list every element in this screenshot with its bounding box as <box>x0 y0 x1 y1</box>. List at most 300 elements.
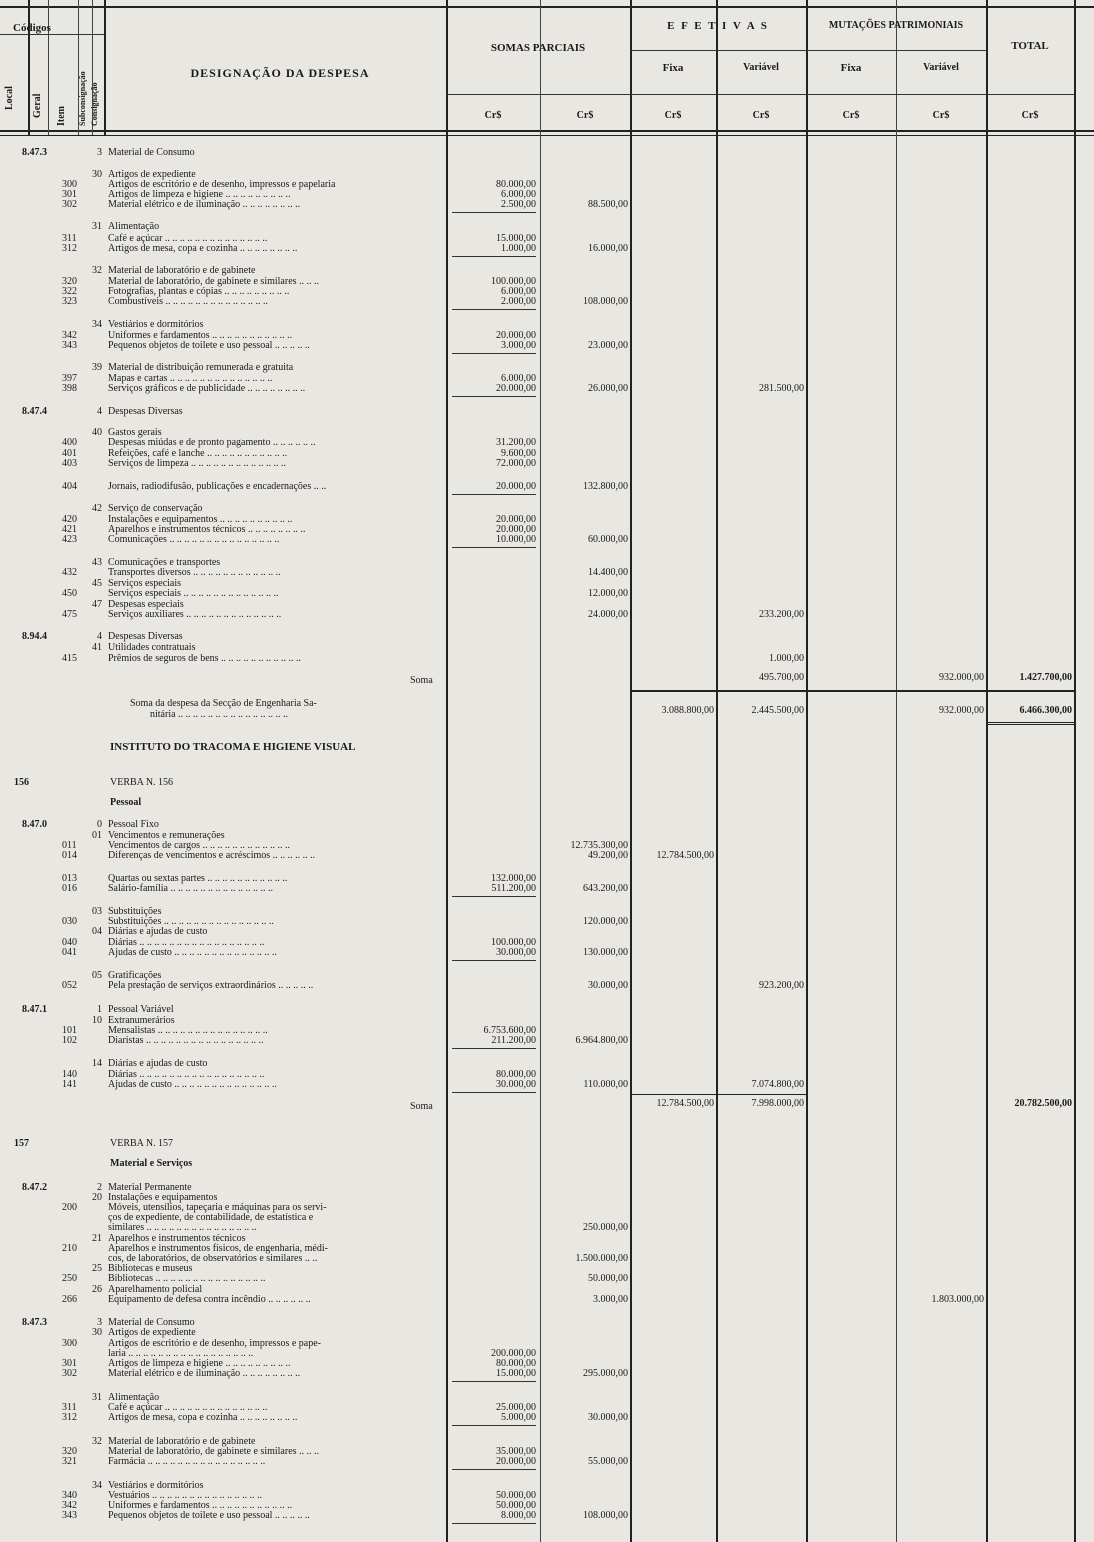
row-code: 300 <box>62 179 77 190</box>
row-code: 432 <box>62 567 77 578</box>
row-efetivas-variavel: 233.200,00 <box>759 609 804 620</box>
row-soma-parcial-2: 3.000,00 <box>593 1294 628 1305</box>
row-soma-parcial-1: 511.200,00 <box>491 883 536 894</box>
row-description: Material de laboratório e de gabinete <box>108 1436 256 1447</box>
row-efetivas-fixa: 12.784.500,00 <box>656 850 714 861</box>
row-description: Móveis, utensílios, tapeçaria e máquinas para os servi- <box>108 1202 327 1213</box>
row-soma-parcial-1: 2.500,00 <box>501 199 536 210</box>
row-description: Quartas ou sextas partes .. .. .. .. .. .. .. .. .. .. .. <box>108 873 288 884</box>
row-code: 030 <box>62 916 77 927</box>
row-description: Artigos de escritório e de desenho, impressos e papelaria <box>108 179 336 190</box>
row-subconsignacao: 30 <box>92 169 102 180</box>
row-code: 343 <box>62 340 77 351</box>
col-rule-consig <box>104 0 106 135</box>
row-code: 321 <box>62 1456 77 1467</box>
subtotal-rule <box>452 396 536 397</box>
soma-seccao-total: 6.466.300,00 <box>1019 705 1072 716</box>
row-soma-parcial-2: 108.000,00 <box>583 1510 628 1521</box>
header-efetivas: E F E T I V A S <box>667 20 769 32</box>
row-soma-parcial-1: 20.000,00 <box>496 481 536 492</box>
row-description: Artigos de escritório e de desenho, impressos e pape- <box>108 1338 321 1349</box>
row-code: 302 <box>62 1368 77 1379</box>
row-code: 014 <box>62 850 77 861</box>
row-code: 013 <box>62 873 77 884</box>
row-description: Pessoal Fixo <box>108 819 159 830</box>
row-soma-parcial-1: 100.000,00 <box>491 276 536 287</box>
row-description: Despesas especiais <box>108 599 184 610</box>
row-subconsignacao: 26 <box>92 1284 102 1295</box>
row-description: Aparelhamento policial <box>108 1284 203 1295</box>
soma-1-total: 1.427.700,00 <box>1019 672 1072 683</box>
row-description: Farmácia .. .. .. .. .. .. .. .. .. .. .. .. .. .. .. .. <box>108 1456 266 1467</box>
row-description: Gratificações <box>108 970 162 981</box>
row-description: Café e açúcar .. .. .. .. .. .. .. .. .. .. .. .. .. .. <box>108 233 268 244</box>
row-soma-parcial-1: 20.000,00 <box>496 383 536 394</box>
row-code: 343 <box>62 1510 77 1521</box>
header-item: Item <box>56 106 67 126</box>
row-soma-parcial-1: 80.000,00 <box>496 1069 536 1080</box>
row-subconsignacao: 14 <box>92 1058 102 1069</box>
row-subconsignacao: 4 <box>97 406 102 417</box>
row-soma-parcial-1: 1.000,00 <box>501 243 536 254</box>
subtotal-rule <box>452 1048 536 1049</box>
row-code: 8.47.0 <box>22 819 47 830</box>
row-description: Substituições <box>108 906 162 917</box>
row-description: Artigos de mesa, copa e cozinha .. .. .. .. .. .. .. .. <box>108 243 298 254</box>
soma-seccao-mutacoes-variavel: 932.000,00 <box>939 705 984 716</box>
row-soma-parcial-1: 30.000,00 <box>496 947 536 958</box>
row-soma-parcial-2: 643.200,00 <box>583 883 628 894</box>
header-geral: Geral <box>32 93 43 118</box>
row-subconsignacao: 32 <box>92 1436 102 1447</box>
row-description: Vestiários e dormitórios <box>108 319 204 330</box>
soma-2-total: 20.782.500,00 <box>1014 1098 1072 1109</box>
row-description: Aparelhos e instrumentos técnicos <box>108 1233 246 1244</box>
row-soma-parcial-2: 30.000,00 <box>588 980 628 991</box>
row-code: 8.47.3 <box>22 1317 47 1328</box>
row-description: Equipamento de defesa contra incêndio .. .. .. .. .. .. <box>108 1294 311 1305</box>
row-soma-parcial-1: 10.000,00 <box>496 534 536 545</box>
row-subconsignacao: 3 <box>97 147 102 158</box>
row-subconsignacao: 2 <box>97 1182 102 1193</box>
soma-1-rule <box>630 690 1074 692</box>
row-code: 8.47.1 <box>22 1004 47 1015</box>
row-code: 423 <box>62 534 77 545</box>
row-soma-parcial-1: 15.000,00 <box>496 233 536 244</box>
row-soma-parcial-1: 6.000,00 <box>501 373 536 384</box>
row-description: Material elétrico e de iluminação .. .. .. .. .. .. .. .. <box>108 199 301 210</box>
row-soma-parcial-1: 80.000,00 <box>496 1358 536 1369</box>
row-description: Uniformes e fardamentos .. .. .. .. .. .. .. .. .. .. .. <box>108 330 293 341</box>
row-code: 415 <box>62 653 77 664</box>
header-cr-6: Cr$ <box>932 110 950 121</box>
col-rule-mvar <box>986 0 988 1542</box>
subtotal-rule <box>452 960 536 961</box>
soma-2-efetivas-variavel: 7.998.000,00 <box>751 1098 804 1109</box>
row-subconsignacao: 30 <box>92 1327 102 1338</box>
row-soma-parcial-1: 20.000,00 <box>496 330 536 341</box>
subtotal-rule <box>452 1092 536 1093</box>
row-description: Serviços auxiliares .. .. .. .. .. .. .. .. .. .. .. .. .. <box>108 609 282 620</box>
row-soma-parcial-2: 12.735.300,00 <box>570 840 628 851</box>
row-description: Bibliotecas e museus <box>108 1263 193 1274</box>
row-code: 8.47.3 <box>22 147 47 158</box>
row-description: Refeições, café e lanche .. .. .. .. .. .. .. .. .. .. .. <box>108 448 288 459</box>
row-description: Serviço de conservação <box>108 503 203 514</box>
row-description: Transportes diversos .. .. .. .. .. .. .. .. .. .. .. .. <box>108 567 281 578</box>
row-soma-parcial-2: 16.000,00 <box>588 243 628 254</box>
header-fixa: Fixa <box>662 62 684 74</box>
row-description: Utilidades contratuais <box>108 642 196 653</box>
row-soma-parcial-1: 132.000,00 <box>491 873 536 884</box>
row-code: 301 <box>62 189 77 200</box>
header-cr-2: Cr$ <box>576 110 594 121</box>
row-soma-parcial-2: 132.800,00 <box>583 481 628 492</box>
subtotal-rule <box>452 1381 536 1382</box>
row-subconsignacao: 0 <box>97 819 102 830</box>
row-description: laria .. .. .. .. .. .. .. .. .. .. .. .. .. .. .. .. .. <box>108 1348 254 1359</box>
row-subconsignacao: 34 <box>92 319 102 330</box>
row-code: 320 <box>62 1446 77 1457</box>
row-soma-parcial-2: 24.000,00 <box>588 609 628 620</box>
row-code: 421 <box>62 524 77 535</box>
row-subconsignacao: 21 <box>92 1233 102 1244</box>
header-fixa-mut: Fixa <box>840 62 862 74</box>
row-code: 320 <box>62 276 77 287</box>
row-description: Material de Consumo <box>108 1317 195 1328</box>
soma-seccao-efetivas-variavel: 2.445.500,00 <box>751 705 804 716</box>
row-soma-parcial-1: 3.000,00 <box>501 340 536 351</box>
row-subconsignacao: 39 <box>92 362 102 373</box>
row-description: Material de laboratório e de gabinete <box>108 265 256 276</box>
row-description: Café e açúcar .. .. .. .. .. .. .. .. .. .. .. .. .. .. <box>108 1402 268 1413</box>
row-soma-parcial-1: 20.000,00 <box>496 1456 536 1467</box>
row-subconsignacao: 43 <box>92 557 102 568</box>
row-soma-parcial-2: 130.000,00 <box>583 947 628 958</box>
row-description: Alimentação <box>108 221 160 232</box>
codigos-rule <box>0 34 104 35</box>
row-subconsignacao: 05 <box>92 970 102 981</box>
row-code: 342 <box>62 1500 77 1511</box>
row-description: Instalações e equipamentos <box>108 1192 218 1203</box>
row-soma-parcial-2: 1.500.000,00 <box>575 1253 628 1264</box>
row-subconsignacao: 47 <box>92 599 102 610</box>
row-code: 011 <box>62 840 77 851</box>
soma-seccao-efetivas-fixa: 3.088.800,00 <box>661 705 714 716</box>
verba-157-number: 157 <box>14 1138 29 1149</box>
row-subconsignacao: 4 <box>97 631 102 642</box>
row-description: Uniformes e fardamentos .. .. .. .. .. .. .. .. .. .. .. <box>108 1500 293 1511</box>
row-soma-parcial-1: 9.600,00 <box>501 448 536 459</box>
row-description: similares .. .. .. .. .. .. .. .. .. .. .. .. .. .. .. <box>108 1222 257 1233</box>
header-local: Local <box>4 86 15 110</box>
row-code: 8.94.4 <box>22 631 47 642</box>
col-rule-local <box>28 0 30 135</box>
top-rule <box>0 6 1094 8</box>
subtotal-rule <box>452 547 536 548</box>
soma-seccao-line1: Soma da despesa da Secção de Engenharia Sa- <box>130 698 317 709</box>
row-description: Serviços especiais .. .. .. .. .. .. .. .. .. .. .. .. .. <box>108 588 279 599</box>
row-code: 266 <box>62 1294 77 1305</box>
row-soma-parcial-2: 12.000,00 <box>588 588 628 599</box>
row-subconsignacao: 34 <box>92 1480 102 1491</box>
subtotal-rule <box>452 212 536 213</box>
row-soma-parcial-2: 49.200,00 <box>588 850 628 861</box>
verba-157-label: VERBA N. 157 <box>110 1138 174 1149</box>
subtotal-rule <box>452 1425 536 1426</box>
row-subconsignacao: 31 <box>92 1392 102 1403</box>
row-subconsignacao: 31 <box>92 221 102 232</box>
soma-1-label: Soma <box>410 675 433 686</box>
row-soma-parcial-2: 30.000,00 <box>588 1412 628 1423</box>
row-code: 400 <box>62 437 77 448</box>
subtotal-rule <box>452 1469 536 1470</box>
soma-1-mutacoes-variavel: 932.000,00 <box>939 672 984 683</box>
row-code: 323 <box>62 296 77 307</box>
row-description: Aparelhos e instrumentos físicos, de engenharia, médi- <box>108 1243 328 1254</box>
row-description: Mapas e cartas .. .. .. .. .. .. .. .. .. .. .. .. .. .. <box>108 373 273 384</box>
row-description: Pela prestação de serviços extraordinários .. .. .. .. .. <box>108 980 314 991</box>
row-soma-parcial-1: 6.753.600,00 <box>483 1025 536 1036</box>
row-code: 401 <box>62 448 77 459</box>
row-soma-parcial-1: 15.000,00 <box>496 1368 536 1379</box>
row-soma-parcial-1: 20.000,00 <box>496 524 536 535</box>
header-somas-parciais: SOMAS PARCIAIS <box>490 42 586 54</box>
pessoal-heading: Pessoal <box>110 797 142 808</box>
row-description: Combustíveis .. .. .. .. .. .. .. .. .. .. .. .. .. .. <box>108 296 269 307</box>
soma-seccao-rule <box>986 722 1074 725</box>
row-code: 041 <box>62 947 77 958</box>
row-soma-parcial-1: 6.000,00 <box>501 286 536 297</box>
header-consignacao: Consignação <box>90 82 99 126</box>
row-soma-parcial-1: 35.000,00 <box>496 1446 536 1457</box>
row-description: Ajudas de custo .. .. .. .. .. .. .. .. .. .. .. .. .. .. <box>108 947 277 958</box>
row-description: Diárias e ajudas de custo <box>108 1058 208 1069</box>
header-mutacoes: MUTAÇÕES PATRIMONIAIS <box>828 20 964 31</box>
header-codigos: Códigos <box>13 22 51 34</box>
row-soma-parcial-2: 23.000,00 <box>588 340 628 351</box>
row-mutacoes-variavel: 1.803.000,00 <box>931 1294 984 1305</box>
material-servicos-heading: Material e Serviços <box>110 1158 193 1169</box>
row-soma-parcial-2: 14.400,00 <box>588 567 628 578</box>
row-efetivas-variavel: 281.500,00 <box>759 383 804 394</box>
row-description: Artigos de expediente <box>108 169 196 180</box>
efetivas-subrule <box>630 50 986 51</box>
row-soma-parcial-2: 6.964.800,00 <box>575 1035 628 1046</box>
row-efetivas-variavel: 7.074.800,00 <box>751 1079 804 1090</box>
row-description: Material Permanente <box>108 1182 192 1193</box>
row-soma-parcial-1: 5.000,00 <box>501 1412 536 1423</box>
row-code: 101 <box>62 1025 77 1036</box>
row-description: Pequenos objetos de toilete e uso pessoal .. .. .. .. .. <box>108 1510 310 1521</box>
row-description: Diárias .. .. .. .. .. .. .. .. .. .. .. .. .. .. .. .. .. <box>108 1069 265 1080</box>
header-variavel-mut: Variável <box>923 62 959 73</box>
row-description: Despesas Diversas <box>108 406 183 417</box>
row-code: 403 <box>62 458 77 469</box>
verba-156-label: VERBA N. 156 <box>110 777 174 788</box>
row-code: 302 <box>62 199 77 210</box>
row-subconsignacao: 3 <box>97 1317 102 1328</box>
row-description: Despesas Diversas <box>108 631 183 642</box>
row-code: 102 <box>62 1035 77 1046</box>
subtotal-rule <box>452 1523 536 1524</box>
row-description: Diárias .. .. .. .. .. .. .. .. .. .. .. .. .. .. .. .. .. <box>108 937 265 948</box>
header-bottom-rule <box>0 130 1094 132</box>
subtotal-rule <box>452 309 536 310</box>
row-code: 300 <box>62 1338 77 1349</box>
row-description: Aparelhos e instrumentos técnicos .. .. .. .. .. .. .. .. <box>108 524 306 535</box>
row-efetivas-variavel: 923.200,00 <box>759 980 804 991</box>
row-description: Pequenos objetos de toilete e uso pessoal .. .. .. .. .. <box>108 340 310 351</box>
header-variavel: Variável <box>743 62 779 73</box>
row-code: 322 <box>62 286 77 297</box>
row-code: 311 <box>62 233 77 244</box>
row-description: Artigos de mesa, copa e cozinha .. .. .. .. .. .. .. .. <box>108 1412 298 1423</box>
row-description: Serviços de limpeza .. .. .. .. .. .. .. .. .. .. .. .. .. <box>108 458 287 469</box>
subtotal-rule <box>452 353 536 354</box>
row-description: Material de laboratório, de gabinete e similares .. .. .. <box>108 276 320 287</box>
row-soma-parcial-1: 50.000,00 <box>496 1490 536 1501</box>
row-subconsignacao: 10 <box>92 1015 102 1026</box>
soma-seccao-line2: nitária .. .. .. .. .. .. .. .. .. .. .. .. .. .. .. <box>150 709 289 720</box>
row-soma-parcial-1: 72.000,00 <box>496 458 536 469</box>
row-code: 8.47.4 <box>22 406 47 417</box>
row-code: 404 <box>62 481 77 492</box>
row-description: Diaristas .. .. .. .. .. .. .. .. .. .. .. .. .. .. .. .. <box>108 1035 264 1046</box>
row-subconsignacao: 32 <box>92 265 102 276</box>
row-description: Serviços gráficos e de publicidade .. .. .. .. .. .. .. .. <box>108 383 306 394</box>
row-soma-parcial-1: 30.000,00 <box>496 1079 536 1090</box>
col-rule-total <box>1074 0 1076 1542</box>
row-code: 140 <box>62 1069 77 1080</box>
row-soma-parcial-1: 50.000,00 <box>496 1500 536 1511</box>
instituto-heading: INSTITUTO DO TRACOMA E HIGIENE VISUAL <box>110 741 356 753</box>
header-cr-5: Cr$ <box>842 110 860 121</box>
row-description: Jornais, radiodifusão, publicações e encadernações .. .. <box>108 481 327 492</box>
row-description: Serviços especiais <box>108 578 182 589</box>
row-description: cos, de laboratórios, de observatórios e similares .. .. <box>108 1253 318 1264</box>
row-description: Prêmios de seguros de bens .. .. .. .. .. .. .. .. .. .. .. <box>108 653 302 664</box>
col-rule-desc <box>446 0 448 1542</box>
header-bottom-rule-2 <box>0 135 1094 136</box>
row-subconsignacao: 45 <box>92 578 102 589</box>
soma-2-rule <box>630 1094 806 1095</box>
row-soma-parcial-2: 55.000,00 <box>588 1456 628 1467</box>
row-code: 141 <box>62 1079 77 1090</box>
col-rule-parc2 <box>630 0 632 1542</box>
row-efetivas-variavel: 1.000,00 <box>769 653 804 664</box>
row-soma-parcial-1: 2.000,00 <box>501 296 536 307</box>
row-subconsignacao: 42 <box>92 503 102 514</box>
row-description: Diárias e ajudas de custo <box>108 926 208 937</box>
row-description: Artigos de expediente <box>108 1327 196 1338</box>
row-soma-parcial-2: 50.000,00 <box>588 1273 628 1284</box>
subtotal-rule <box>452 896 536 897</box>
row-soma-parcial-1: 200.000,00 <box>491 1348 536 1359</box>
row-description: Vestuários .. .. .. .. .. .. .. .. .. .. .. .. .. .. .. <box>108 1490 263 1501</box>
row-soma-parcial-1: 6.000,00 <box>501 189 536 200</box>
row-soma-parcial-1: 25.000,00 <box>496 1402 536 1413</box>
row-description: Substituições .. .. .. .. .. .. .. .. .. .. .. .. .. .. .. <box>108 916 274 927</box>
row-description: Vencimentos e remunerações <box>108 830 225 841</box>
row-soma-parcial-2: 88.500,00 <box>588 199 628 210</box>
header-designacao: DESIGNAÇÃO DA DESPESA <box>190 66 370 80</box>
row-code: 040 <box>62 937 77 948</box>
row-code: 342 <box>62 330 77 341</box>
row-code: 052 <box>62 980 77 991</box>
row-soma-parcial-1: 211.200,00 <box>491 1035 536 1046</box>
row-description: Alimentação <box>108 1392 160 1403</box>
row-code: 8.47.2 <box>22 1182 47 1193</box>
row-code: 200 <box>62 1202 77 1213</box>
row-code: 016 <box>62 883 77 894</box>
verba-156-number: 156 <box>14 777 29 788</box>
row-soma-parcial-2: 110.000,00 <box>583 1079 628 1090</box>
row-description: Instalações e equipamentos .. .. .. .. .. .. .. .. .. .. <box>108 514 293 525</box>
row-description: Pessoal Variável <box>108 1004 174 1015</box>
header-cr-4: Cr$ <box>752 110 770 121</box>
row-soma-parcial-1: 20.000,00 <box>496 514 536 525</box>
row-subconsignacao: 03 <box>92 906 102 917</box>
col-rule-geral <box>48 0 49 135</box>
row-description: Mensalistas .. .. .. .. .. .. .. .. .. .. .. .. .. .. .. <box>108 1025 268 1036</box>
row-description: Comunicações e transportes <box>108 557 221 568</box>
row-description: Material de laboratório, de gabinete e similares .. .. .. <box>108 1446 320 1457</box>
soma-2-label: Soma <box>410 1101 433 1112</box>
row-description: Ajudas de custo .. .. .. .. .. .. .. .. .. .. .. .. .. .. <box>108 1079 277 1090</box>
header-cr-1: Cr$ <box>484 110 502 121</box>
row-description: ços de expediente, de contabilidade, de estatística e <box>108 1212 314 1223</box>
row-code: 250 <box>62 1273 77 1284</box>
row-code: 210 <box>62 1243 77 1254</box>
row-description: Gastos gerais <box>108 427 162 438</box>
row-description: Artigos de limpeza e higiene .. .. .. .. .. .. .. .. .. <box>108 189 291 200</box>
row-description: Extranumerários <box>108 1015 175 1026</box>
col-rule-fixa <box>716 0 718 1542</box>
row-description: Material de distribuição remunerada e gratuita <box>108 362 294 373</box>
row-description: Artigos de limpeza e higiene .. .. .. .. .. .. .. .. .. <box>108 1358 291 1369</box>
soma-2-efetivas-fixa: 12.784.500,00 <box>656 1098 714 1109</box>
row-soma-parcial-1: 31.200,00 <box>496 437 536 448</box>
row-code: 301 <box>62 1358 77 1369</box>
row-code: 312 <box>62 243 77 254</box>
row-subconsignacao: 25 <box>92 1263 102 1274</box>
row-code: 420 <box>62 514 77 525</box>
subtotal-rule <box>452 256 536 257</box>
row-description: Despesas miúdas e de pronto pagamento .. .. .. .. .. .. <box>108 437 316 448</box>
row-soma-parcial-2: 295.000,00 <box>583 1368 628 1379</box>
header-cr-7: Cr$ <box>1021 110 1039 121</box>
row-subconsignacao: 41 <box>92 642 102 653</box>
cr-rule <box>446 94 1074 95</box>
row-subconsignacao: 1 <box>97 1004 102 1015</box>
row-subconsignacao: 01 <box>92 830 102 841</box>
row-code: 340 <box>62 1490 77 1501</box>
row-code: 450 <box>62 588 77 599</box>
row-soma-parcial-2: 60.000,00 <box>588 534 628 545</box>
row-description: Diferenças de vencimentos e acréscimos .. .. .. .. .. .. <box>108 850 316 861</box>
row-description: Fotografias, plantas e cópias .. .. .. .. .. .. .. .. .. <box>108 286 290 297</box>
row-code: 398 <box>62 383 77 394</box>
row-description: Material de Consumo <box>108 147 195 158</box>
row-code: 397 <box>62 373 77 384</box>
row-soma-parcial-2: 120.000,00 <box>583 916 628 927</box>
row-description: Bibliotecas .. .. .. .. .. .. .. .. .. .. .. .. .. .. .. <box>108 1273 266 1284</box>
row-description: Salário-família .. .. .. .. .. .. .. .. .. .. .. .. .. .. <box>108 883 273 894</box>
row-subconsignacao: 40 <box>92 427 102 438</box>
col-rule-mfixa <box>896 0 897 1542</box>
row-code: 312 <box>62 1412 77 1423</box>
